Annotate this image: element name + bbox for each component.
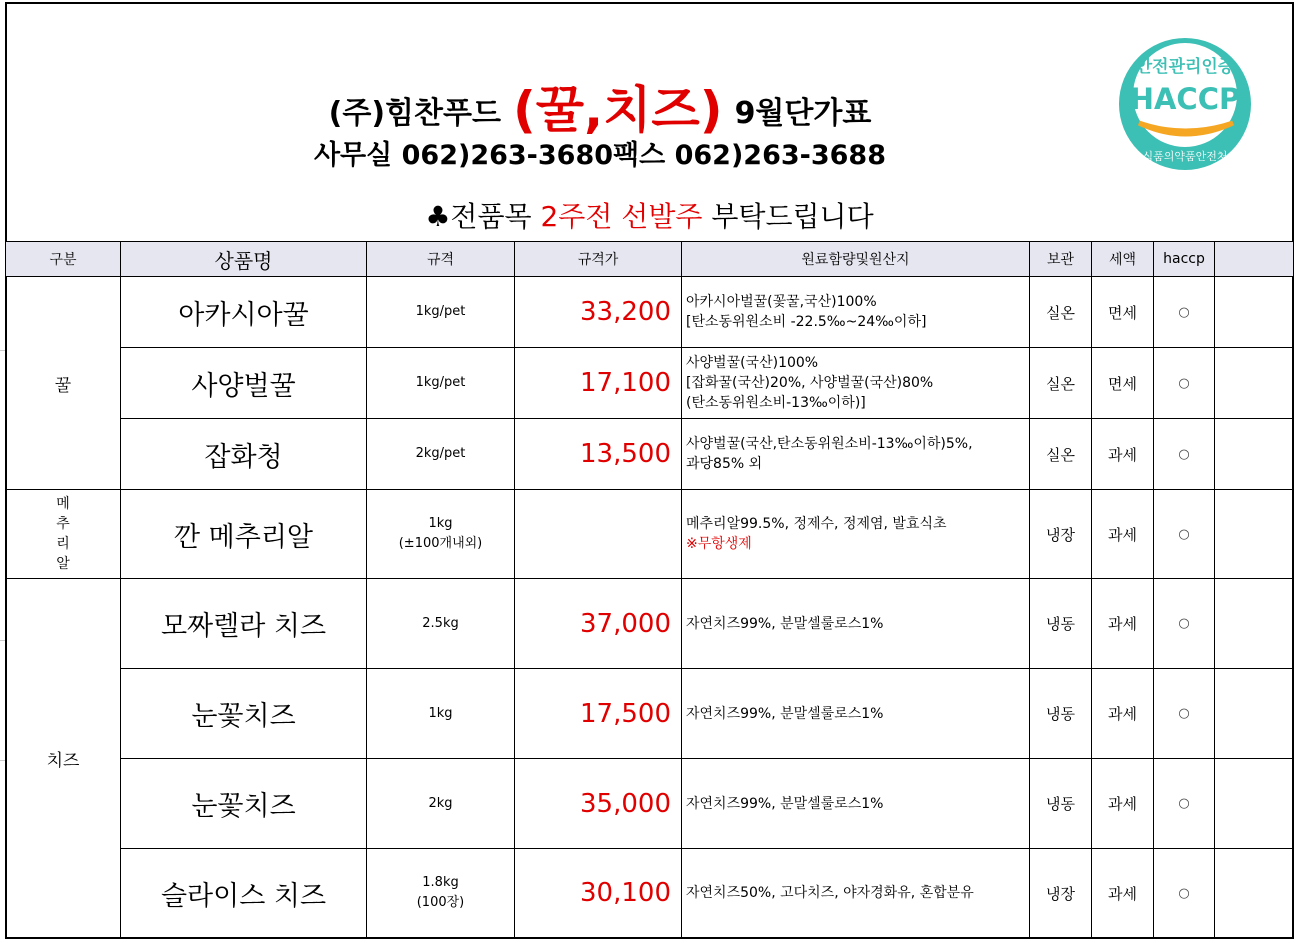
product-spec (367, 277, 515, 348)
ingredient-line: 자연치즈99%, 분말셀룰로스1% (686, 705, 884, 722)
ingredient-line: 자연치즈99%, 분말셀룰로스1% (686, 615, 884, 632)
storage: 실온 (1030, 277, 1092, 348)
table-row (6, 849, 1294, 938)
blank-cell (1215, 277, 1294, 348)
haccp-mark: ○ (1154, 348, 1215, 419)
col-header-storage: 보관 (1030, 242, 1092, 277)
spec-line: 1kg (428, 516, 453, 531)
storage: 냉장 (1030, 490, 1092, 579)
col-header-product: 상품명 (121, 242, 367, 277)
col-header-haccp: haccp (1154, 242, 1215, 277)
tax-type: 과세 (1092, 419, 1154, 490)
product-ingredients (682, 348, 1030, 419)
contact-info: 사무실 062)263-3680팩스 062)263-3688 (313, 140, 887, 171)
table-row (6, 579, 1294, 669)
ingredient-line: 과당85% 외 (686, 456, 763, 472)
product-spec (367, 759, 515, 849)
haccp-bottom-text: 식품의약품안전처 (1142, 150, 1228, 163)
spec-line: (±100개내외) (398, 536, 483, 551)
ingredient-note: ※무항생제 (686, 536, 752, 552)
haccp-top-text: 안전관리인증 (1135, 57, 1235, 77)
blank-cell (1215, 849, 1294, 938)
haccp-main-text: HACCP (1129, 82, 1241, 116)
haccp-mark: ○ (1154, 490, 1215, 579)
product-price (515, 490, 682, 579)
spec-line: 1.8kg (422, 875, 459, 890)
tax-type: 면세 (1092, 277, 1154, 348)
spec-line: 2kg/pet (415, 446, 466, 461)
price-table (5, 241, 1294, 938)
col-header-tax: 세액 (1092, 242, 1154, 277)
notice-prefix: ♣전품목 (425, 200, 541, 233)
ingredient-line: (탄소동위원소비-13‰이하)] (686, 395, 866, 411)
tax-type: 과세 (1092, 849, 1154, 938)
storage: 냉동 (1030, 669, 1092, 759)
blank-cell (1215, 759, 1294, 849)
table-row (6, 759, 1294, 849)
tax-type: 면세 (1092, 348, 1154, 419)
storage: 실온 (1030, 348, 1092, 419)
product-spec (367, 849, 515, 938)
company-name: (주)힘찬푸드 (328, 96, 501, 131)
title-line (0, 70, 1200, 142)
col-header-category: 구분 (6, 242, 121, 277)
ingredient-line: 아카시아벌꿀(꽃꿀,국산)100% (686, 294, 877, 310)
spec-line: 2.5kg (422, 615, 459, 631)
table-row (6, 348, 1294, 419)
col-header-blank (1215, 242, 1294, 277)
ingredient-line: 메추리알99.5%, 정제수, 정제염, 발효식초 (686, 516, 947, 532)
product-spec (367, 490, 515, 579)
spec-line: 1kg/pet (415, 304, 466, 319)
category-char: 알 (56, 556, 70, 572)
order-notice (0, 195, 1299, 235)
product-price: 17,100 (515, 348, 682, 419)
storage: 실온 (1030, 419, 1092, 490)
haccp-mark: ○ (1154, 277, 1215, 348)
product-name: 모짜렐라 치즈 (121, 579, 367, 669)
storage: 냉동 (1030, 759, 1092, 849)
storage: 냉장 (1030, 849, 1092, 938)
product-name: 슬라이스 치즈 (121, 849, 367, 938)
product-ingredients (682, 419, 1030, 490)
haccp-mark: ○ (1154, 419, 1215, 490)
category-honey: 꿀 (6, 277, 121, 490)
product-spec (367, 669, 515, 759)
product-ingredients (682, 490, 1030, 579)
product-price: 13,500 (515, 419, 682, 490)
spec-line: 2kg (428, 795, 453, 811)
product-price: 35,000 (515, 759, 682, 849)
product-spec (367, 419, 515, 490)
ingredient-line: 사양벌꿀(국산)100% (686, 355, 819, 371)
category-cheese: 치즈 (6, 579, 121, 938)
haccp-mark: ○ (1154, 849, 1215, 938)
blank-cell (1215, 579, 1294, 669)
ingredient-line: 자연치즈50%, 고다치즈, 야자경화유, 혼합분유 (686, 885, 974, 901)
product-ingredients (682, 669, 1030, 759)
blank-cell (1215, 348, 1294, 419)
product-price: 33,200 (515, 277, 682, 348)
table-row (6, 669, 1294, 759)
tax-type: 과세 (1092, 669, 1154, 759)
spec-line: 1kg (428, 705, 453, 721)
product-name: 눈꽃치즈 (121, 669, 367, 759)
product-name: 아카시아꿀 (121, 277, 367, 348)
blank-cell (1215, 419, 1294, 490)
spec-line: (100장) (416, 895, 465, 910)
product-spec (367, 348, 515, 419)
tax-type: 과세 (1092, 579, 1154, 669)
title-suffix: 9월단가표 (734, 96, 872, 131)
ingredient-line: [탄소동위원소비 -22.5‰~24‰이하] (686, 314, 927, 330)
product-name: 잡화청 (121, 419, 367, 490)
product-name: 깐 메추리알 (121, 490, 367, 579)
notice-suffix: 부탁드립니다 (702, 200, 874, 233)
category-char: 리 (56, 536, 70, 552)
haccp-mark: ○ (1154, 669, 1215, 759)
col-header-price: 규격가 (515, 242, 682, 277)
haccp-mark: ○ (1154, 579, 1215, 669)
blank-cell (1215, 669, 1294, 759)
col-header-spec: 규격 (367, 242, 515, 277)
category-quail-egg (6, 490, 121, 579)
product-ingredients (682, 759, 1030, 849)
ingredient-line: 사양벌꿀(국산,탄소동위원소비-13‰이하)5%, (686, 436, 973, 452)
spec-line: 1kg/pet (415, 375, 466, 390)
category-char: 메 (56, 496, 70, 512)
product-name: 사양벌꿀 (121, 348, 367, 419)
product-ingredients (682, 579, 1030, 669)
haccp-logo (1115, 27, 1255, 182)
ingredient-line: [잡화꿀(국산)20%, 사양벌꿀(국산)80% (686, 375, 934, 391)
table-header-row (6, 242, 1294, 277)
table-row (6, 277, 1294, 348)
product-ingredients (682, 849, 1030, 938)
ingredient-line: 자연치즈99%, 분말셀룰로스1% (686, 795, 884, 812)
table-row (6, 419, 1294, 490)
category-char: 추 (56, 516, 70, 532)
notice-highlight: 2주전 선발주 (540, 200, 703, 233)
product-price: 17,500 (515, 669, 682, 759)
haccp-mark: ○ (1154, 759, 1215, 849)
product-price: 37,000 (515, 579, 682, 669)
product-highlight: (꿀,치즈) (512, 81, 723, 139)
storage: 냉동 (1030, 579, 1092, 669)
product-price: 30,100 (515, 849, 682, 938)
tax-type: 과세 (1092, 490, 1154, 579)
tax-type: 과세 (1092, 759, 1154, 849)
col-header-ingredients: 원료함량및원산지 (682, 242, 1030, 277)
table-row (6, 490, 1294, 579)
product-ingredients (682, 277, 1030, 348)
blank-cell (1215, 490, 1294, 579)
product-name: 눈꽃치즈 (121, 759, 367, 849)
product-spec (367, 579, 515, 669)
